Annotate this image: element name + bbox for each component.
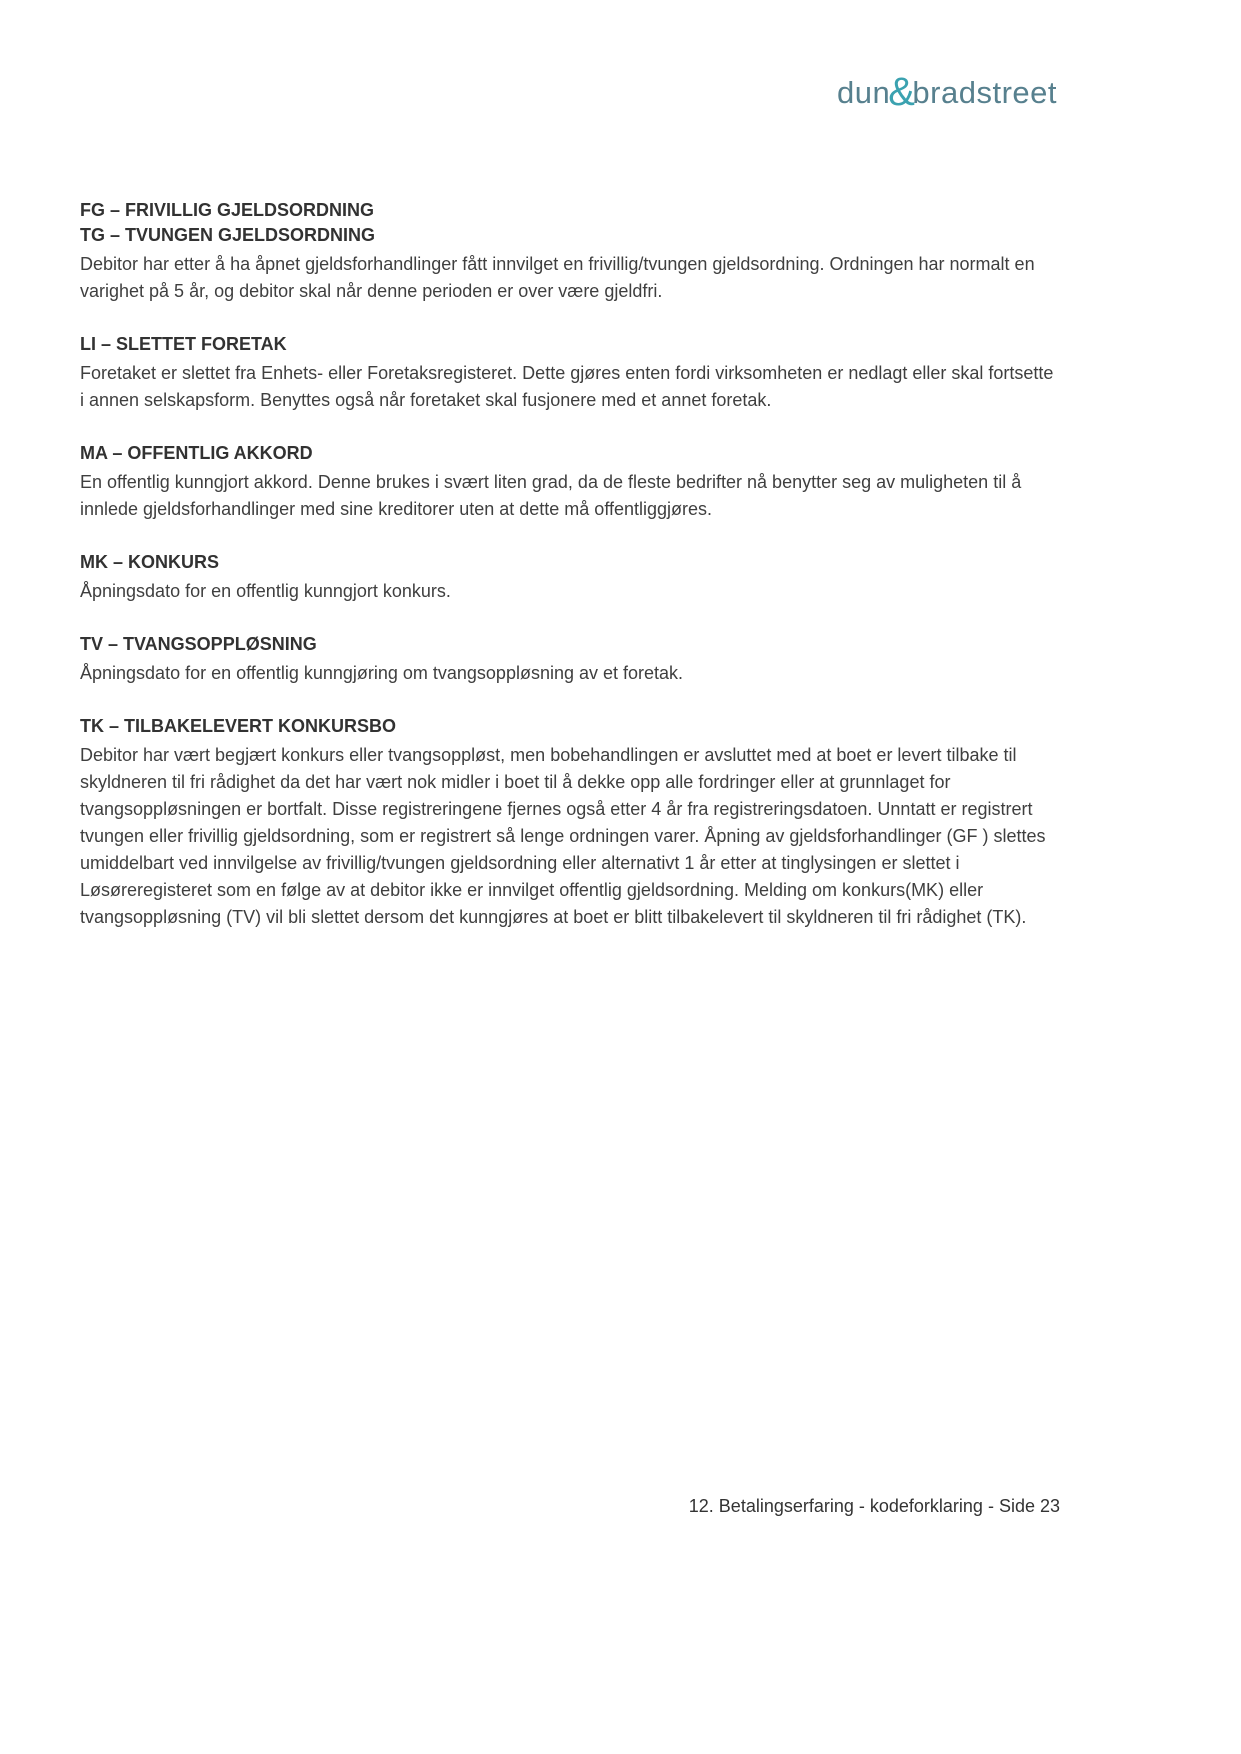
logo-word-dun: dun (837, 75, 891, 110)
logo-word-bradstreet: bradstreet (912, 75, 1057, 110)
section-heading: FG – FRIVILLIG GJELDSORDNING (80, 200, 375, 220)
section-body: En offentlig kunngjort akkord. Denne brukes i svært liten grad, da de fleste bedrifter nå benytter seg av muligheten til å innlede gjeldsforhandlinger med sine kreditorer uten at dette må offentliggjøres. (80, 472, 1022, 519)
dun-and-bradstreet-logo (837, 68, 1057, 113)
section-body: Åpningsdato for en offentlig kunngjort konkurs. (80, 581, 451, 601)
section-heading: TV – TVANGSOPPLØSNING (80, 634, 317, 654)
section-body: Debitor har vært begjært konkurs eller tvangsoppløst, men bobehandlingen er avsluttet med at boet er levert tilbake til skyldneren til fri rådighet da det har vært nok midler i boet til å dekke opp alle fordringer eller at grunnlaget for tvangsoppløsningen er bortfalt. Disse registreringene fjernes også etter 4 år fra registreringsdatoen. Unntatt er registrert tvungen eller frivillig gjeldsordning, som er registrert så lenge ordningen varer. Åpning av gjeldsforhandlinger (GF ) slettes umiddelbart ved innvilgelse av frivillig/tvungen gjeldsordning eller alternativt 1 år etter at tinglysingen er slettet i Løsøreregisteret som en følge av at debitor ikke er innvilget offentlig gjeldsordning. Melding om konkurs(MK) eller tvangsoppløsning (TV) vil bli slettet dersom det kunngjøres at boet er blitt tilbakelevert til skyldneren til fri rådighet (TK). (80, 745, 1046, 927)
section-body: Debitor har etter å ha åpnet gjeldsforhandlinger fått innvilget en frivillig/tvungen gjeldsordning. Ordningen har normalt en varighet på 5 år, og debitor skal når denne perioden er over være gjeldfri. (80, 254, 1035, 301)
section-fg-tg (80, 198, 1060, 305)
section-li (80, 332, 1060, 414)
section-heading: LI – SLETTET FORETAK (80, 334, 287, 354)
section-body: Foretaket er slettet fra Enhets- eller Foretaksregisteret. Dette gjøres enten fordi virksomheten er nedlagt eller skal fortsette i annen selskapsform. Benyttes også når foretaket skal fusjonere med et annet foretak. (80, 363, 1054, 410)
page-footer: 12. Betalingserfaring - kodeforklaring - Side 23 (688, 1496, 1060, 1516)
section-heading: MA – OFFENTLIG AKKORD (80, 443, 313, 463)
section-tv (80, 632, 1060, 687)
document-content (80, 198, 1060, 958)
section-tk (80, 714, 1060, 931)
section-heading: TG – TVUNGEN GJELDSORDNING (80, 225, 376, 245)
logo-ampersand-icon: & (888, 70, 916, 114)
section-mk (80, 550, 1060, 605)
section-ma (80, 441, 1060, 523)
section-body: Åpningsdato for en offentlig kunngjøring om tvangsoppløsning av et foretak. (80, 663, 684, 683)
section-heading: MK – KONKURS (80, 552, 220, 572)
section-heading: TK – TILBAKELEVERT KONKURSBO (80, 716, 397, 736)
